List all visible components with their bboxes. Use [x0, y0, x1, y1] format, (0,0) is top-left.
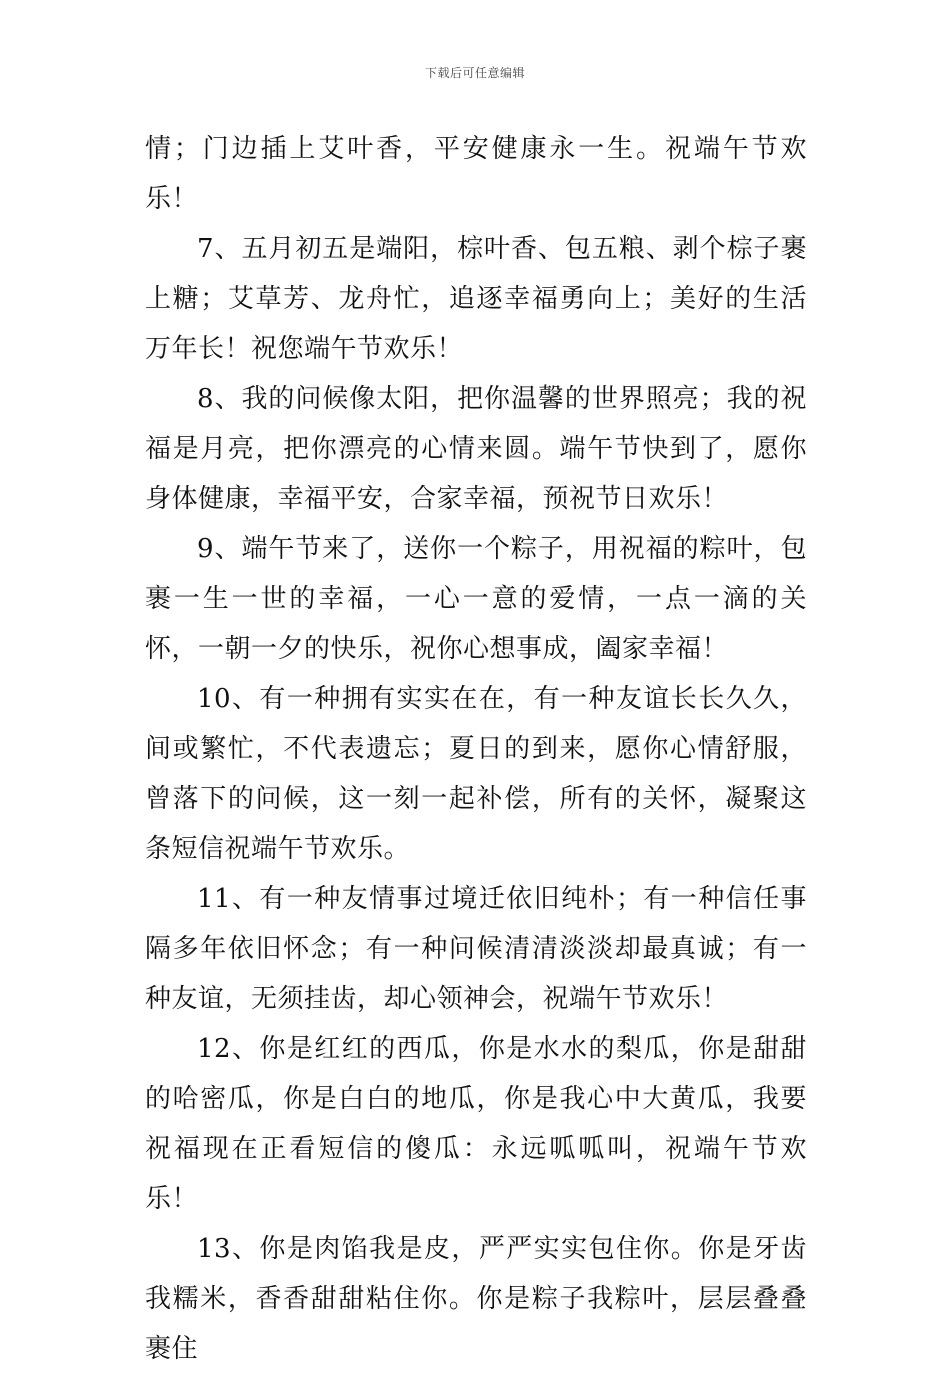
paragraph-item-13: 13、你是肉馅我是皮，严严实实包住你。你是牙齿我糯米，香香甜甜粘住你。你是粽子我粽叶，层层叠叠裹住: [145, 1234, 807, 1364]
header-note: 下载后可任意编辑: [424, 66, 525, 80]
paragraph-item-8: 8、我的问候像太阳，把你温馨的世界照亮；我的祝福是月亮，把你漂亮的心情来圆。端午节快到了，愿你身体健康，幸福平安，合家幸福，预祝节日欢乐！: [145, 384, 807, 514]
paragraph-continuation: 情；门边插上艾叶香，平安健康永一生。祝端午节欢乐！: [145, 134, 807, 214]
paragraph-item-11: 11、有一种友情事过境迁依旧纯朴；有一种信任事隔多年依旧怀念；有一种问候清清淡淡却最真诚；有一种友谊，无须挂齿，却心领神会，祝端午节欢乐！: [145, 884, 807, 1014]
paragraph-item-7: 7、五月初五是端阳，棕叶香、包五粮、剥个棕子裹上糖；艾草芳、龙舟忙，追逐幸福勇向上；美好的生活万年长！祝您端午节欢乐！: [145, 234, 807, 364]
paragraph-item-9: 9、端午节来了，送你一个粽子，用祝福的粽叶，包裹一生一世的幸福，一心一意的爱情，一点一滴的关怀，一朝一夕的快乐，祝你心想事成，阖家幸福！: [145, 534, 807, 664]
paragraph-item-10: 10、有一种拥有实实在在，有一种友谊长长久久，间或繁忙，不代表遗忘；夏日的到来，愿你心情舒服，曾落下的问候，这一刻一起补偿，所有的关怀，凝聚这条短信祝端午节欢乐。: [145, 684, 807, 864]
document-body: [145, 124, 807, 1374]
paragraph-item-12: 12、你是红红的西瓜，你是水水的梨瓜，你是甜甜的哈密瓜，你是白白的地瓜，你是我心中大黄瓜，我要祝福现在正看短信的傻瓜：永远呱呱叫，祝端午节欢乐！: [145, 1034, 807, 1214]
